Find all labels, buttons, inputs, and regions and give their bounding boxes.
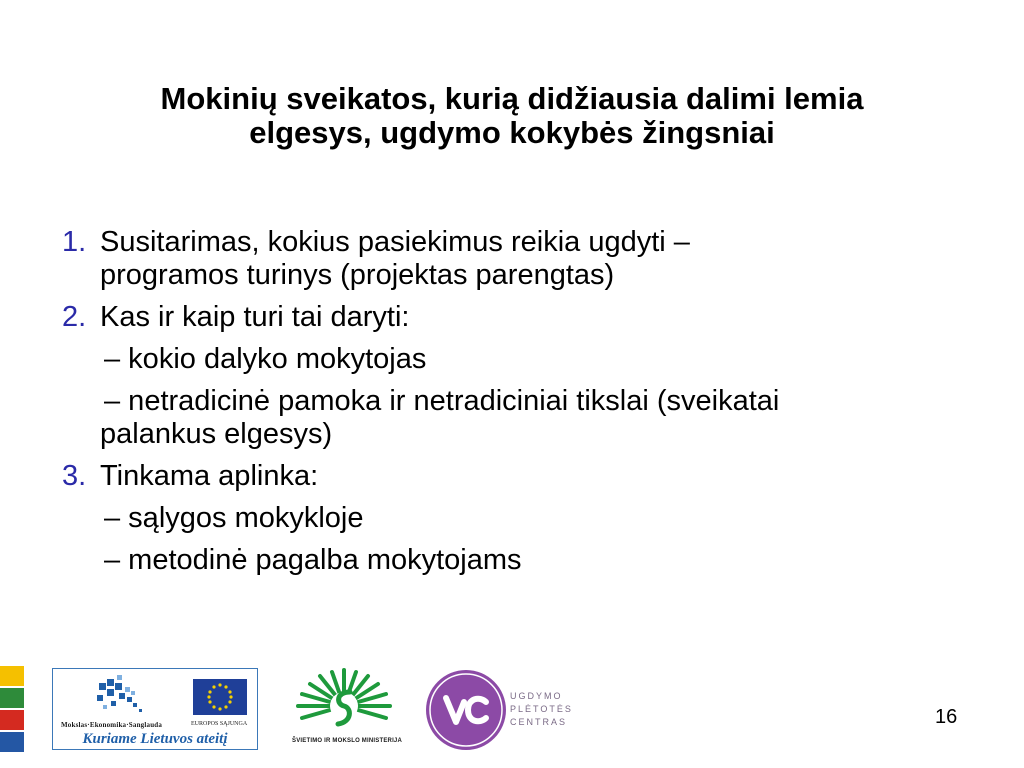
item-number: 2.: [62, 301, 87, 333]
item-text: Tinkama aplinka:: [100, 460, 319, 492]
sub-item: [62, 343, 962, 376]
sub-item-text: – netradicinė pamoka ir netradiciniai tikslai (sveikatai: [104, 385, 780, 417]
upc-line-3: CENTRAS: [510, 717, 568, 727]
list-item: [62, 301, 962, 334]
upc-caption: [510, 690, 573, 729]
item-text: Susitarimas, kokius pasiekimus reikia ugdyti –: [100, 226, 690, 258]
sub-item-text: – metodinė pagalba mokytojams: [104, 544, 522, 576]
footer-logos: [0, 660, 1024, 768]
upc-line-2: PLĖTOTĖS: [510, 704, 573, 714]
steps-list: [62, 226, 962, 586]
list-item: [62, 460, 962, 493]
eu-caption: EUROPOS SĄJUNGA: [191, 721, 248, 727]
item-continuation: programos turinys (projektas parengtas): [100, 259, 615, 291]
upc-line-1: UGDYMO: [510, 691, 563, 701]
sub-item-text: – kokio dalyko mokytojas: [104, 343, 427, 375]
title-line-1: Mokinių sveikatos, kurią didžiausia dalimi lemia: [160, 81, 864, 116]
sub-item: [62, 544, 962, 577]
esf-pixel-icon: [89, 675, 169, 725]
slide-title: [80, 82, 944, 150]
upc-logo-icon: [424, 668, 508, 752]
ministry-caption: ŠVIETIMO IR MOKSLO MINISTERIJA: [292, 738, 403, 744]
item-number: 3.: [62, 460, 87, 492]
esf-caption: Mokslas·Ekonomika·Sanglauda: [61, 721, 163, 729]
page-number: 16: [935, 706, 958, 728]
sub-item-continuation: palankus elgesys): [100, 418, 333, 450]
eu-flag-icon: [193, 679, 247, 715]
ministry-logo-icon: [294, 666, 394, 738]
sub-item: [62, 385, 962, 451]
title-line-2: elgesys, ugdymo kokybės žingsniai: [249, 115, 775, 150]
sub-item-text: – sąlygos mokykloje: [104, 502, 364, 534]
list-item: [62, 226, 962, 292]
esf-slogan: Kuriame Lietuvos ateitį: [82, 731, 228, 747]
esf-logo: [52, 668, 258, 750]
item-text: Kas ir kaip turi tai daryti:: [100, 301, 410, 333]
sub-item: [62, 502, 962, 535]
item-number: 1.: [62, 226, 87, 258]
